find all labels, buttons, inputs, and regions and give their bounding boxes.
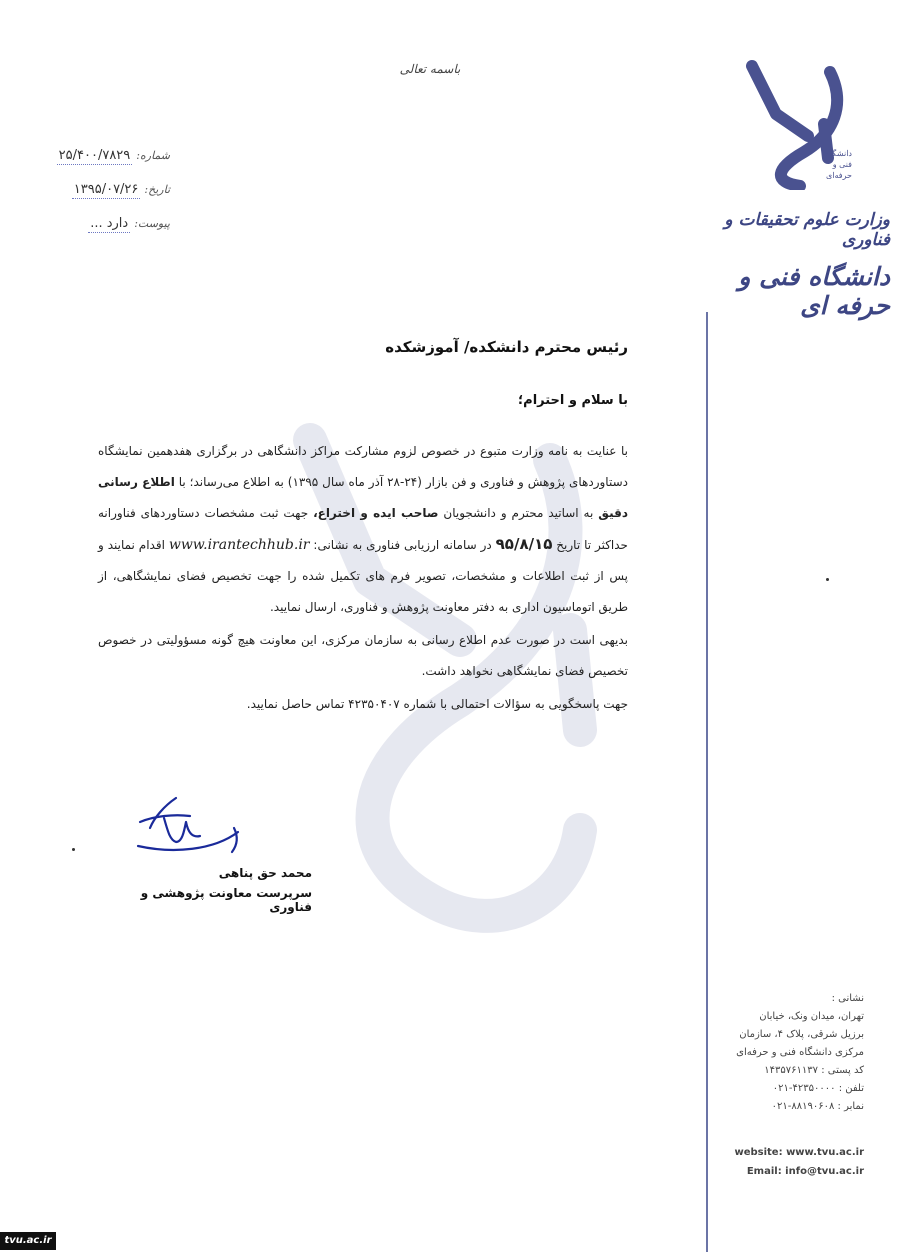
address-line: مرکزی دانشگاه فنی و حرفه‌ای xyxy=(736,1047,864,1058)
site-badge[interactable]: tvu.ac.ir xyxy=(0,1232,56,1250)
fax-value: ۰۲۱-۸۸۱۹۰۶۰۸ xyxy=(771,1101,835,1112)
meta-attachment-row xyxy=(40,216,170,250)
meta-date-value: ۱۳۹۵/۰۷/۲۶ xyxy=(73,182,139,197)
p1-bold-notice: اطلاع رسانی دقیق xyxy=(98,475,628,520)
paragraph-3: جهت پاسخگویی به سؤالات احتمالی با شماره ۴۲۳۵۰۴۰۷ تماس حاصل نمایید. xyxy=(246,697,628,711)
signer-title: سرپرست معاونت پژوهشی و فناوری xyxy=(140,886,312,914)
blessing-heading: باسمه تعالی xyxy=(399,62,461,76)
logo-caption xyxy=(812,148,852,181)
fax-label: نمابر : xyxy=(837,1101,864,1112)
address-line: تهران، میدان ونک، خیابان xyxy=(759,1011,864,1022)
signer-name: محمد حق پناهی xyxy=(218,866,312,880)
p1-text-f: اقدام نمایند و پس از ثبت اطلاعات و مشخصات، تصویر فرم های تکمیل شده را جهت تخصیص فضای نمایشگاهی، از طریق اتوماسیون اداری به دفتر معاونت پژوهش و فناوری، ارسال نمایید. xyxy=(98,538,628,614)
ministry-name: وزارت علوم تحقیقات و فناوری xyxy=(724,210,890,250)
greeting: با سلام و احترام؛ xyxy=(517,393,628,408)
letter-body xyxy=(98,436,628,720)
meta-attachment-value: دارد ... xyxy=(90,216,129,231)
letter-meta xyxy=(40,148,170,250)
address-line: برزیل شرقی، پلاک ۴، سازمان xyxy=(739,1029,864,1040)
paragraph-2: بدیهی است در صورت عدم اطلاع رسانی به سازمان مرکزی، این معاونت هیچ گونه مسؤولیتی در خصوص تخصیص فضای نمایشگاهی نخواهد داشت. xyxy=(98,633,628,678)
paragraph-1 xyxy=(98,436,628,623)
p1-text-c: به اساتید محترم و دانشجویان xyxy=(443,506,594,520)
meta-number-label: شماره: xyxy=(136,149,170,162)
university-name: دانشگاه فنی و حرفه ای xyxy=(738,262,890,320)
system-url: www.irantechhub.ir xyxy=(168,537,310,553)
address-label: نشانی : xyxy=(831,993,864,1004)
phone-value: ۰۲۱-۴۲۳۵۰۰۰۰ xyxy=(772,1083,836,1094)
meta-attachment-label: پیوست: xyxy=(134,217,170,230)
p1-bold-inventors: صاحب ایده و اختراع، xyxy=(313,506,439,520)
footer-contact xyxy=(700,1143,864,1181)
phone-label: تلفن : xyxy=(838,1083,864,1094)
meta-date-row xyxy=(40,182,170,216)
margin-rule xyxy=(706,312,708,1252)
logo-caption-line: فنی و حرفه‌ای xyxy=(826,160,852,180)
email-link[interactable]: Email: info@tvu.ac.ir xyxy=(746,1166,864,1177)
signature-icon xyxy=(134,792,244,872)
p1-text-d: جهت ثبت مشخصات دستاوردهای فناورانه حداکثر تا تاریخ xyxy=(98,506,628,552)
p1-text-e: در سامانه ارزیابی فناوری به نشانی: xyxy=(313,538,492,552)
footer-address xyxy=(716,990,864,1116)
p1-text-a: با عنایت به نامه وزارت متبوع در خصوص لزوم مشارکت مراکز دانشگاهی در برگزاری هفدهمین نمایشگاه دستاوردهای پژوهش و فناوری و فن بازار (۲۴-۲۸ آذر ماه سال ۱۳۹۵) به اطلاع می‌رساند؛ با xyxy=(98,444,628,489)
postal-value: ۱۴۳۵۷۶۱۱۳۷ xyxy=(764,1065,819,1076)
fax-row xyxy=(716,1098,864,1116)
deadline-date: ۹۵/۸/۱۵ xyxy=(495,535,553,553)
addressee: رئیس محترم دانشکده/ آموزشکده xyxy=(385,338,628,356)
meta-number-value: ۲۵/۴۰۰/۷۸۲۹ xyxy=(58,148,131,163)
phone-row xyxy=(716,1080,864,1098)
stray-mark xyxy=(72,848,75,851)
website-link[interactable]: website: www.tvu.ac.ir xyxy=(734,1147,864,1158)
postal-row xyxy=(716,1062,864,1080)
meta-date-label: تاریخ: xyxy=(144,183,170,196)
logo-caption-line: دانشگاه xyxy=(825,149,852,158)
stray-mark xyxy=(826,578,829,581)
meta-number-row xyxy=(40,148,170,182)
postal-label: کد پستی : xyxy=(821,1065,864,1076)
